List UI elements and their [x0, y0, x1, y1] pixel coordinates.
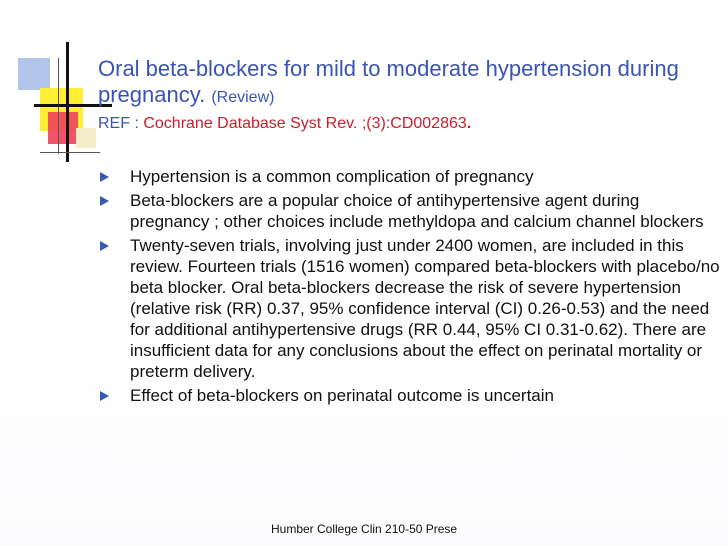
reference-line — [98, 113, 718, 135]
decor-red-square — [48, 112, 78, 144]
reference-value: Cochrane Database Syst Rev. ;(3):CD002863 — [143, 115, 467, 132]
bullet-list — [100, 166, 722, 409]
slide-title-block — [98, 56, 718, 135]
bullet-arrow-icon — [100, 196, 109, 206]
slide-footer: Humber College Clin 210-50 Prese — [271, 522, 458, 536]
bullet-arrow-icon — [100, 241, 109, 251]
decor-vertical-thick-line — [66, 42, 69, 162]
bullet-item — [100, 190, 722, 232]
bullet-item — [100, 166, 722, 187]
decor-cream-square — [76, 128, 96, 148]
bullet-text: Effect of beta-blockers on perinatal outcome is uncertain — [130, 386, 554, 405]
bullet-item — [100, 385, 722, 406]
bullet-arrow-icon — [100, 391, 109, 401]
bullet-text: Hypertension is a common complication of pregnancy — [130, 167, 534, 186]
reference-label: REF : — [98, 115, 139, 132]
slide-title-review: (Review) — [211, 89, 275, 106]
decor-horizontal-thin-line — [40, 152, 100, 153]
slide-title-text: Oral beta-blockers for mild to moderate hypertension during pregnancy. — [98, 56, 679, 107]
bullet-arrow-icon — [100, 172, 109, 182]
reference-end: . — [466, 115, 472, 132]
slide-title — [98, 56, 718, 111]
decor-blue-square — [18, 58, 50, 90]
bullet-text: Twenty-seven trials, involving just under 2400 women, are included in this review. Fourteen trials (1516 women) compared beta-blockers with placebo/no beta blocker. Oral beta-blockers decrease the risk of severe hypertension (relative risk (RR) 0.37, 95% confidence interval (CI) 0.26-0.53) and the need for additional antihypertensive drugs (RR 0.44, 95% CI 0.31-0.62). There are insufficient data for any conclusions about the effect on perinatal mortality or preterm delivery. — [130, 236, 720, 381]
bullet-item — [100, 235, 722, 382]
bullet-text: Beta-blockers are a popular choice of antihypertensive agent during pregnancy ; other choices include methyldopa and calcium channel blockers — [130, 191, 704, 231]
